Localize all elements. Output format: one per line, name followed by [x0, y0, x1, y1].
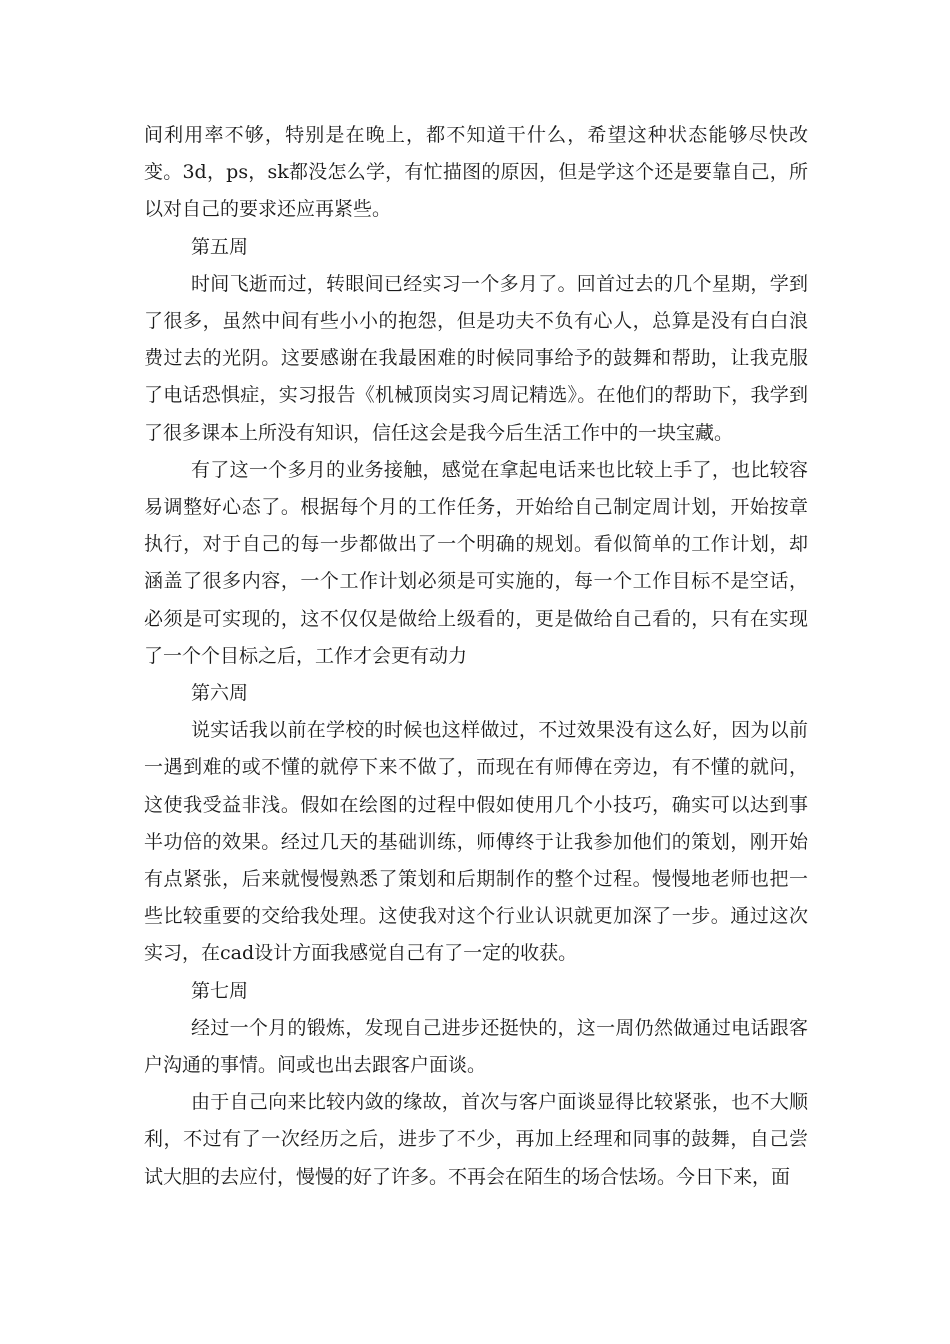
- paragraph: 有了这一个多月的业务接触，感觉在拿起电话来也比较上手了，也比较容易调整好心态了。根据每个月的工作任务，开始给自己制定周计划，开始按章执行，对于自己的每一步都做出了一个明确的规划。看似简单的工作计划，却涵盖了很多内容，一个工作计划必须是可实施的，每一个工作目标不是空话，必须是可实现的，这不仅仅是做给上级看的，更是做给自己看的，只有在实现了一个个目标之后，工作才会更有动力: [144, 458, 808, 667]
- paragraph: 经过一个月的锻炼，发现自己进步还挺快的，这一周仍然做通过电话跟客户沟通的事情。间或也出去跟客户面谈。: [144, 1016, 808, 1077]
- paragraph: 由于自己向来比较内敛的缘故，首次与客户面谈显得比较紧张，也不大顺利，不过有了一次经历之后，进步了不少，再加上经理和同事的鼓舞，自己尝试大胆的去应付，慢慢的好了许多。不再会在陌生的场合怯场。今日下来，面: [144, 1091, 808, 1188]
- section-heading-week-5: 第五周: [191, 235, 249, 258]
- section-heading-week-6: 第六周: [191, 682, 249, 705]
- paragraph: 说实话我以前在学校的时候也这样做过，不过效果没有这么好，因为以前一遇到难的或不懂的就停下来不做了，而现在有师傅在旁边，有不懂的就问，这使我受益非浅。假如在绘图的过程中假如使用几个小技巧，确实可以达到事半功倍的效果。经过几天的基础训练，师傅终于让我参加他们的策划，刚开始有点紧张，后来就慢慢熟悉了策划和后期制作的整个过程。慢慢地老师也把一些比较重要的交给我处理。这使我对这个行业认识就更加深了一步。通过这次实习，在cad设计方面我感觉自己有了一定的收获。: [144, 719, 808, 965]
- document-body: [144, 117, 808, 1196]
- section-heading-week-7: 第七周: [191, 979, 249, 1002]
- paragraph-continuation: 间利用率不够，特别是在晚上，都不知道干什么，希望这种状态能够尽快改变。3d，ps，sk都没怎么学，有忙描图的原因，但是学这个还是要靠自己，所以对自己的要求还应再紧些。: [144, 124, 808, 221]
- paragraph: 时间飞逝而过，转眼间已经实习一个多月了。回首过去的几个星期，学到了很多，虽然中间有些小小的抱怨，但是功夫不负有心人，总算是没有白白浪费过去的光阴。这要感谢在我最困难的时候同事给予的鼓舞和帮助，让我克服了电话恐惧症，实习报告《机械顶岗实习周记精选》。在他们的帮助下，我学到了很多课本上所没有知识，信任这会是我今后生活工作中的一块宝藏。: [144, 272, 808, 444]
